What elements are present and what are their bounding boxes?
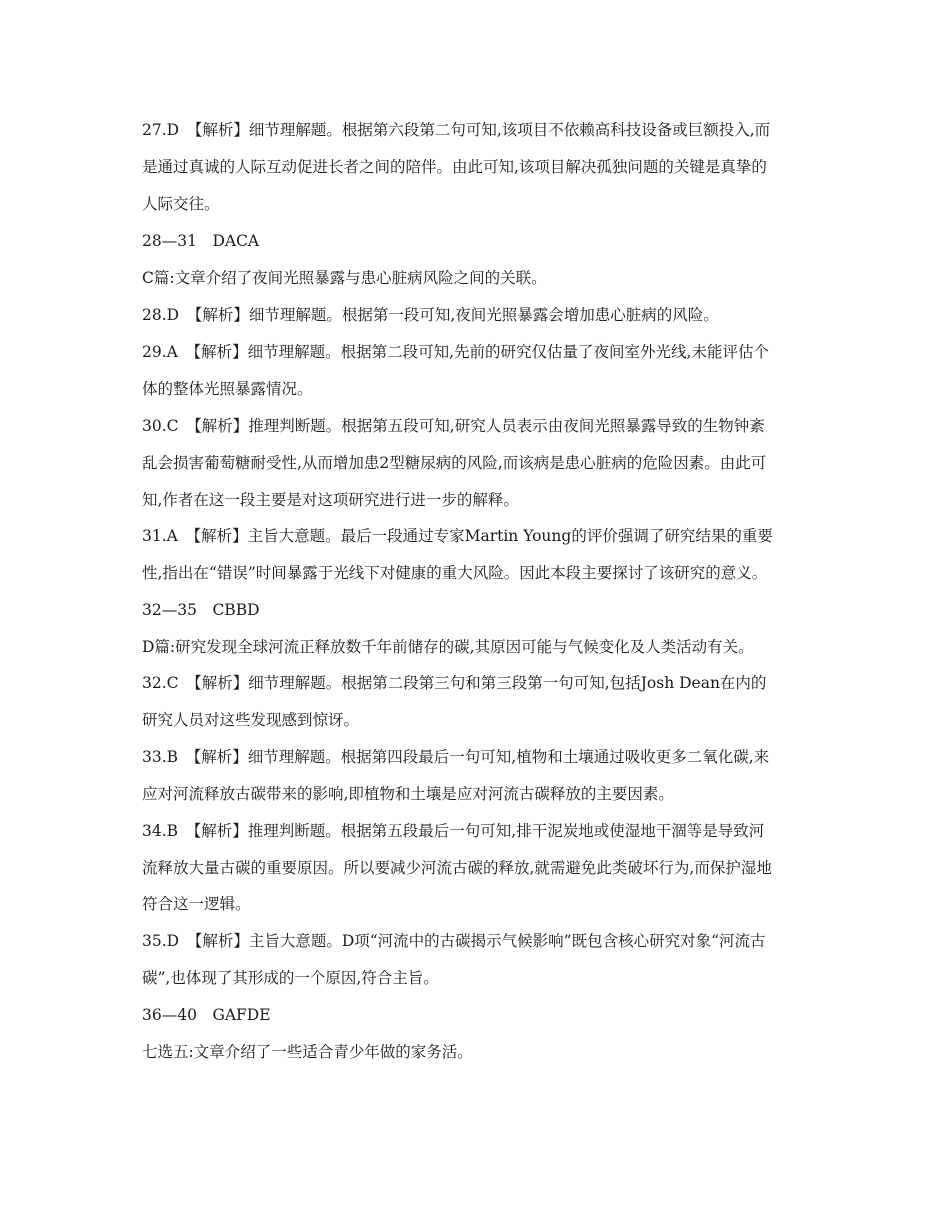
- text-line: 乱会损害葡萄糖耐受性,从而增加患2型糖尿病的风险,而该病是患心脏病的危险因素。由此可: [142, 454, 767, 472]
- text-line: 34.B 【解析】推理判断题。根据第五段最后一句可知,排干泥炭地或使湿地干涸等是导致河: [142, 822, 765, 840]
- text-line: 七选五:文章介绍了一些适合青少年做的家务活。: [142, 1043, 473, 1061]
- text-line: 28.D 【解析】细节理解题。根据第一段可知,夜间光照暴露会增加患心脏病的风险。: [142, 306, 719, 324]
- text-line: 27.D 【解析】细节理解题。根据第六段第二句可知,该项目不依赖高科技设备或巨额投入,而: [142, 121, 771, 139]
- text-line: 33.B 【解析】细节理解题。根据第四段最后一句可知,植物和土壤通过吸收更多二氧化碳,来: [142, 748, 770, 766]
- text-line: 35.D 【解析】主旨大意题。D项“河流中的古碳揭示气候影响”既包含核心研究对象“河流古: [142, 932, 766, 950]
- text-line: 符合这一逻辑。: [142, 895, 251, 913]
- text-line: 体的整体光照暴露情况。: [142, 380, 313, 398]
- text-line: 碳”,也体现了其形成的一个原因,符合主旨。: [142, 969, 439, 987]
- text-line: 是通过真诚的人际互动促进长者之间的陪伴。由此可知,该项目解决孤独问题的关键是真挚的: [142, 158, 767, 176]
- text-line: 研究人员对这些发现感到惊讶。: [142, 711, 360, 729]
- text-line: 知,作者在这一段主要是对这项研究进行进一步的解释。: [142, 491, 519, 509]
- text-line: C篇:文章介绍了夜间光照暴露与患心脏病风险之间的关联。: [142, 269, 547, 287]
- text-line: 31.A 【解析】主旨大意题。最后一段通过专家Martin Young的评价强调了研究结果的重要: [142, 527, 773, 545]
- text-line: D篇:研究发现全球河流正释放数千年前储存的碳,其原因可能与气候变化及人类活动有关。: [142, 638, 754, 656]
- text-line: 人际交往。: [142, 195, 220, 213]
- text-line: 流释放大量古碳的重要原因。所以要减少河流古碳的释放,就需避免此类破坏行为,而保护湿地: [142, 859, 772, 877]
- text-line: 32—35 CBBD: [142, 601, 260, 619]
- text-line: 28—31 DACA: [142, 232, 260, 250]
- text-line: 应对河流释放古碳带来的影响,即植物和土壤是应对河流古碳释放的主要因素。: [142, 785, 674, 803]
- text-line: 30.C 【解析】推理判断题。根据第五段可知,研究人员表示由夜间光照暴露导致的生物钟紊: [142, 417, 765, 435]
- text-line: 性,指出在“错误”时间暴露于光线下对健康的重大风险。因此本段主要探讨了该研究的意义。: [142, 564, 768, 582]
- text-line: 36—40 GAFDE: [142, 1006, 271, 1024]
- text-line: 32.C 【解析】细节理解题。根据第二段第三句和第三段第一句可知,包括Josh Dean在内的: [142, 674, 767, 692]
- text-line: 29.A 【解析】细节理解题。根据第二段可知,先前的研究仅估量了夜间室外光线,未能评估个: [142, 343, 769, 361]
